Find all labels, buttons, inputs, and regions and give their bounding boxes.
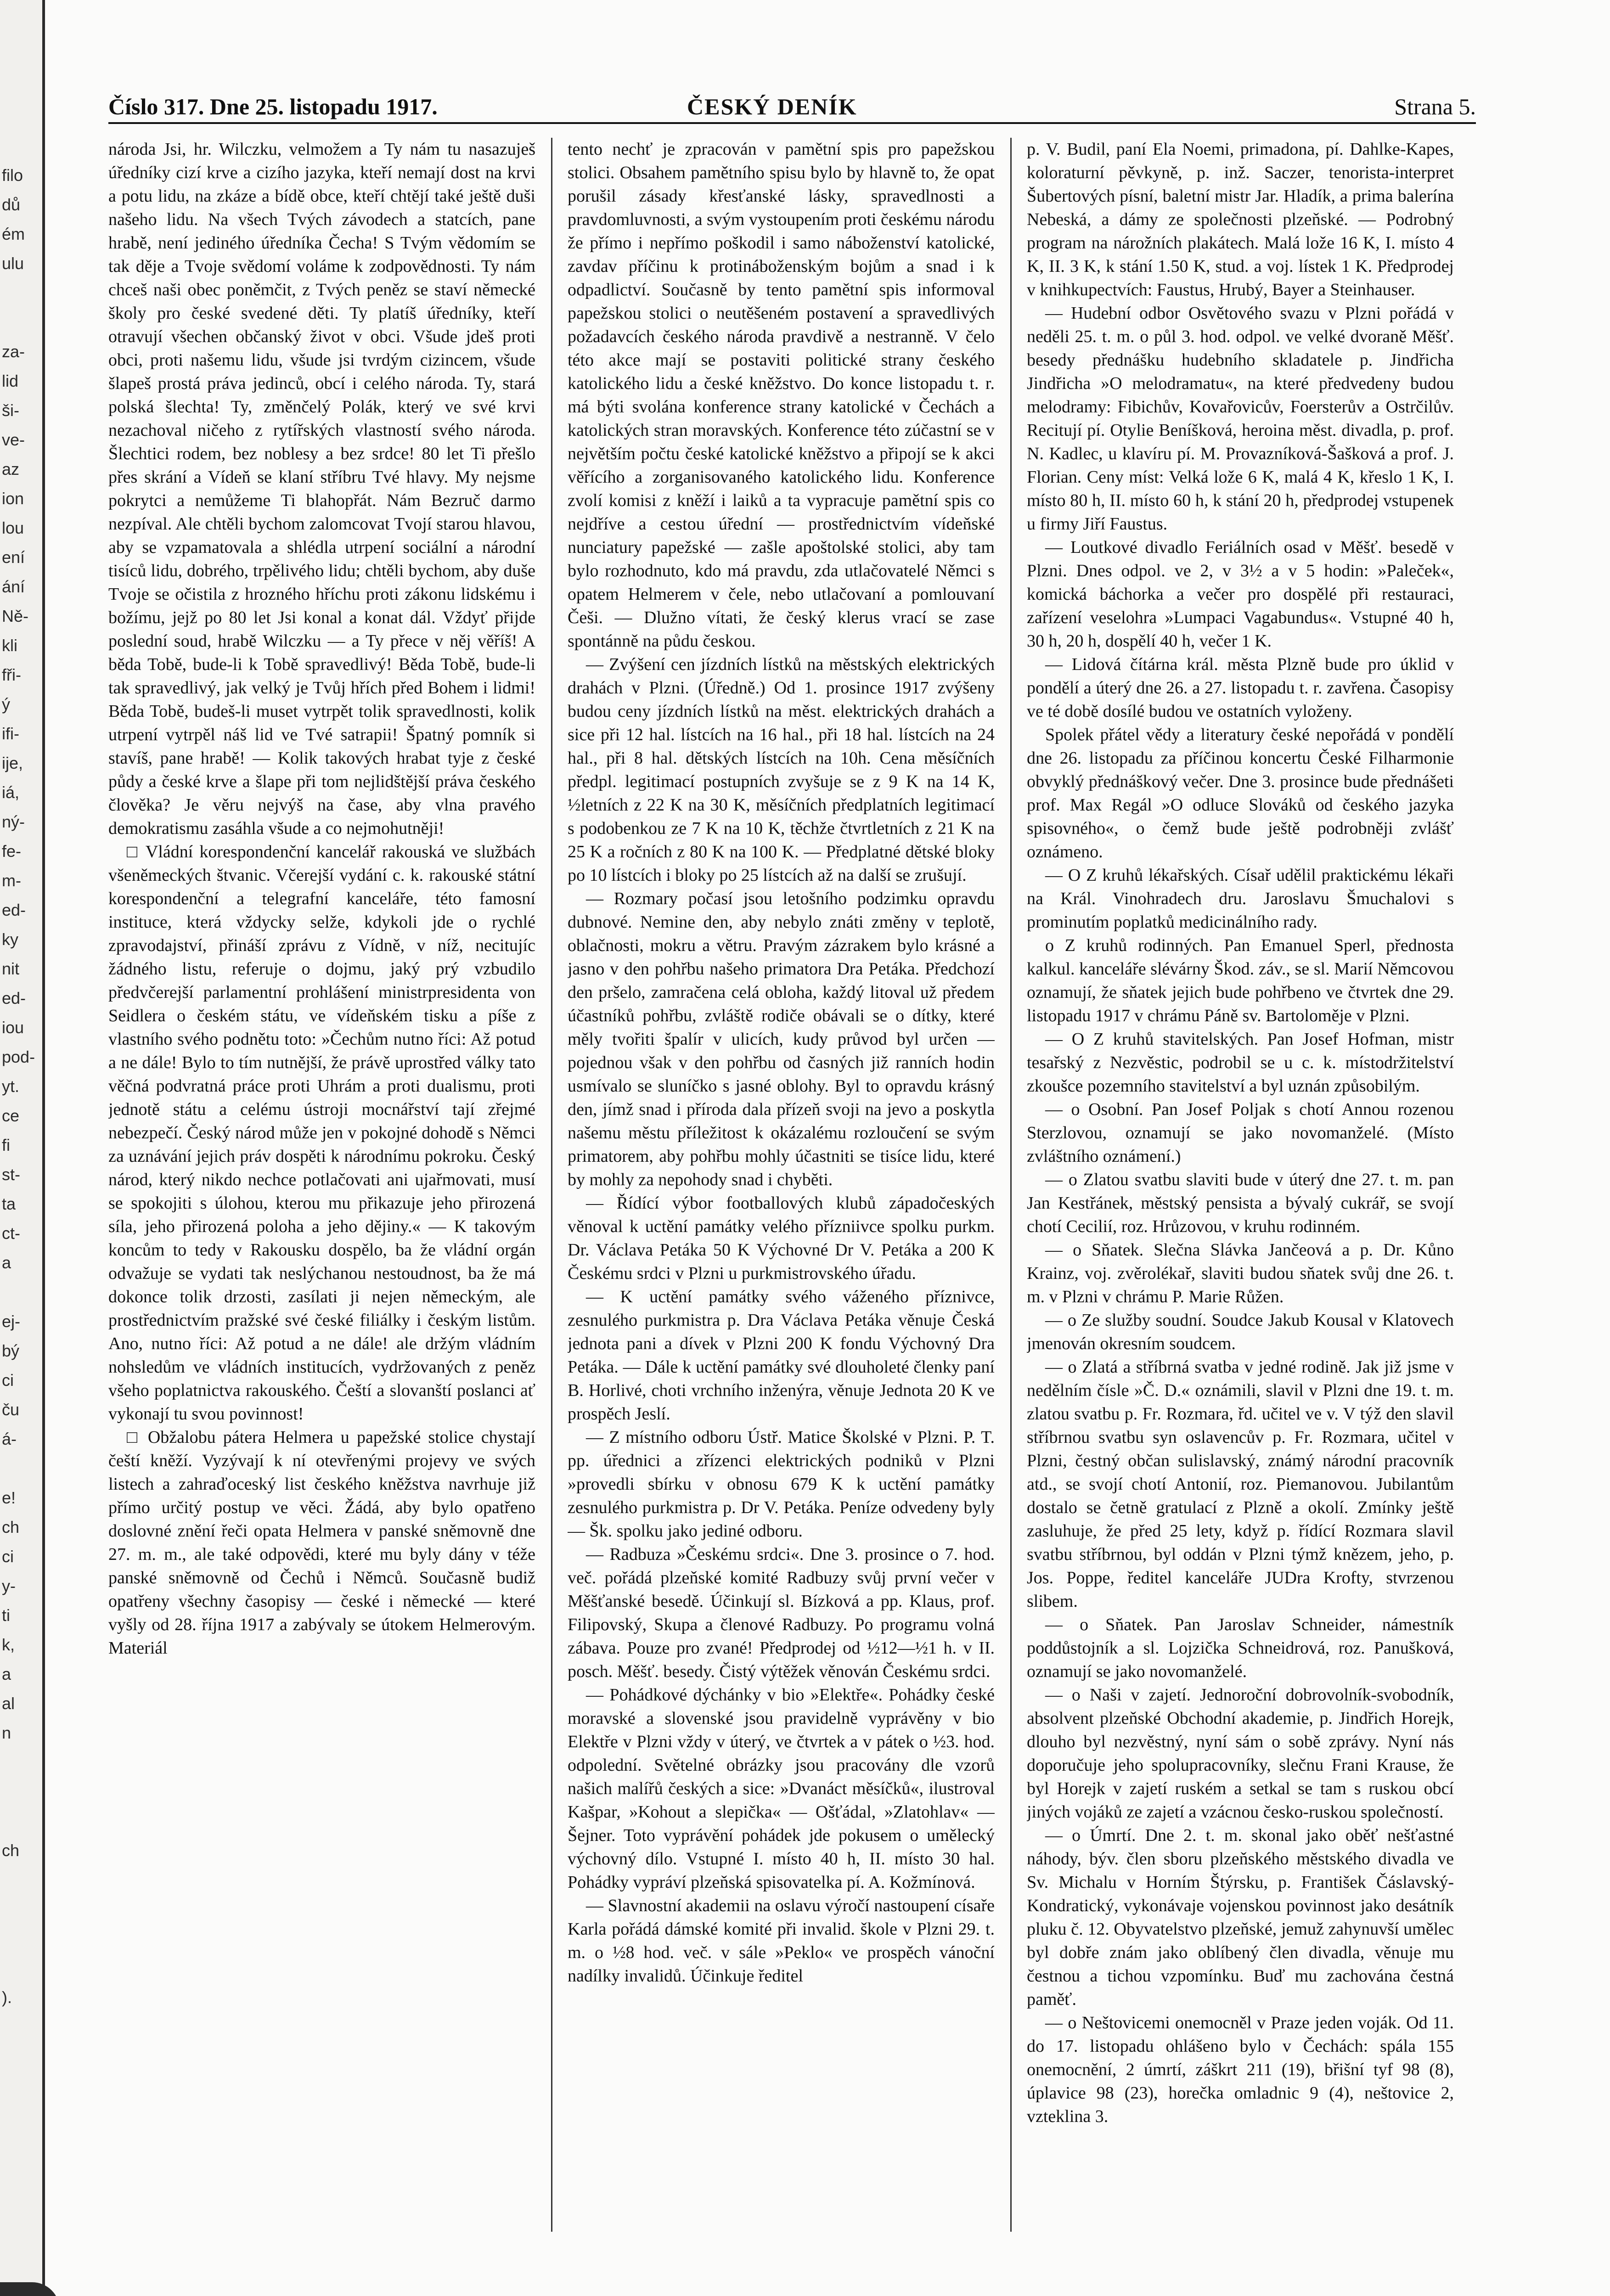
news-item: — o Ze služby soudní. Soudce Jakub Kousal v Klatovech jmenován okresním soudcem. (1027, 1311, 1454, 1353)
scan-corner-mark (0, 2282, 60, 2296)
edge-fragment: n (2, 1723, 11, 1742)
edge-fragment: iá, (2, 783, 20, 802)
edge-fragment: yt. (2, 1077, 20, 1096)
news-item: — K uctění památky svého váženého příznivce, zesnulého purkmistra p. Dra Václava Petáka věnuje Česká jednota pani a dívek v Plzni 200 K fondu Výchovný Dra Petáka. — Dále k uctění památky své dlouholeté členky paní B. Horlivé, choti vrchního inženýra, věnuje Jednota 20 K ve prospěch Jeslí. (568, 1287, 995, 1424)
continued-paragraph: p. V. Budil, paní Ela Noemi, primadona, pí. Dahlke-Kapes, koloraturní pěvkyně, p. inž. Saczer, tenorista-interpret Šubertových písní, baletní mistr Jar. Hladík, a prima balerína Nebeská, a dámy ze společnosti plzeňské. — Podrobný program na nárožních plakátech. Malá lože 16 K, I. místo 4 K, II. 3 K, k stání 1.50 K, stud. a voj. lístek 1 K. Předprodej v knihkupectvích: Faustus, Hrubý, Bayer a Steinhauser. (1027, 140, 1454, 299)
news-item: — Řídící výbor footballových klubů západočeských věnoval k uctění památky velého přízniivce spolku purkm. Dr. Václava Petáka 50 K Výchovné Dr V. Petáka a 200 K Českému srdci v Plzni u purkmistrovského úřadu. (568, 1193, 995, 1283)
page-number: Strana 5. (1394, 94, 1476, 119)
edge-fragment: st- (2, 1165, 20, 1184)
edge-fragment: pod- (2, 1047, 35, 1066)
edge-fragment: kli (2, 636, 17, 655)
edge-fragment: ení (2, 548, 25, 567)
edge-fragment: ti (2, 1606, 10, 1625)
edge-fragment: e! (2, 1488, 16, 1507)
edge-fragment: a (2, 1665, 11, 1683)
edge-fragment: ion (2, 489, 24, 508)
edge-fragment: k, (2, 1635, 15, 1654)
news-item: — Zvýšení cen jízdních lístků na městských elektrických drahách v Plzni. (Úředně.) Od 1. prosince 1917 zvýšeny budou ceny jízdních lístků na měst. elektrických drahách a sice při 12 hal. lístcích na 16 hal., při 18 hal. lístcích na 24 hal., při 8 hal. dětských lístcích na 10h. Cena měsíčních předpl. legitimací postupních zvyšuje se z 9 K na 14 K, ½letních z 22 K na 30 K, měsíčních předplatních legitimací s podobenkou ze 7 K na 10 K, těchže čtvrtletních z 21 K na 25 K a ročních z 80 K na 100 K. — Předplatné dětské bloky po 10 lístcích i bloky po 25 lístcích až na další se zrušují. (568, 655, 995, 885)
text-column-1 (108, 138, 535, 2232)
news-item: — o Osobní. Pan Josef Poljak s chotí Annou rozenou Sterzlovou, oznamují se jako novomanželé. (Místo zvláštního oznámení.) (1027, 1100, 1454, 1166)
news-item: — Loutkové divadlo Feriálních osad v Měšť. besedě v Plzni. Dnes odpol. ve 2, v 3½ a v 5 hodin: »Paleček«, komická báchorka a večer pro dospělé při restauraci, zařízení veselohra »Lumpaci Vagabundus«. Vstupné 40 h, 30 h, 20 h, dospělí 40 h, večer 1 K. (1027, 538, 1454, 651)
news-item: — Rozmary počasí jsou letošního podzimku opravdu dubnové. Nemine den, aby nebylo znáti změny v teplotě, oblačnosti, mokru a větru. Pravým zázrakem bylo krásné a jasno v den pohřbu našeho primatora Dra Petáka. Předchozí den pršelo, zamračena celá obloha, každý litoval už předem účastníků pohřbu, zvláště rodiče obávali se o dítky, které měly tvořiti špalír v ulicích, kudy průvod byl určen — pojednou však v den pohřbu od časných již ranních hodin usmívalo se sluníčko s jasné oblohy. Byl to opravdu krásný den, jímž snad i příroda dala přízeň svoji na jevo a poskytla našemu městu příležitost k okázalému rozloučení se svým primatorem, aby pohřbu mohly účastniti se tisíce lidu, které by mohly za nepohody snad i chyběti. (568, 889, 995, 1189)
column-divider-1 (551, 138, 552, 2232)
continued-paragraph: tento nechť je zpracován v pamětní spis pro papežskou stolici. Obsahem pamětního spisu bylo by hlavně to, že opat porušil zásady křesťanské lásky, spravedlnosti a pravdomluvnosti, a svým vystoupením proti českému národu že přímo i nepřímo poškodil i samo náboženství katolické, zavdav příčinu k protináboženským bojům a snad i k odpadlictví. Současně by tento pamětní spis informoval papežskou stolici o neutěšeném postavení a spravedlivých požadavcích českého národa pravdivě a nestranně. V čelo této akce mají se postaviti politické strany českého katolického lidu a české kněžstvo. Do konce listopadu t. r. má býti svolána konference strany katolické v Čechách a katolických stran moravských. Konference této zúčastní se v největším počtu české katolické kněžstvo a připojí se k akci věřícího a zorganisovaného katolického lidu. Konference zvolí komisi z kněží i laiků a ta vypracuje pamětní spis co nejdříve a cestou úřední — prostřednictvím vídeňské nunciatury papežské — zašle apoštolské stolici, aby tam bylo rozhodnuto, kdo má pravdu, zda utlačovatelé Němci s opatem Helmerem v čele, nebo utlačovaní a pomlouvaní Češi. — Dlužno vítati, že český klerus vrací se zase spontánně na půdu českou. (568, 140, 995, 651)
edge-fragment: fe- (2, 842, 22, 861)
edge-fragment: ifi- (2, 724, 19, 743)
edge-fragment: fi (2, 1136, 10, 1154)
edge-fragment: ém (2, 225, 25, 243)
edge-fragment: nit (2, 959, 20, 978)
news-item: — o Sňatek. Pan Jaroslav Schneider, námestník poddůstojník a sl. Lojzička Schneidrová, roz. Panušková, oznamují se jako novomanželé. (1027, 1615, 1454, 1681)
news-item: — O Z kruhů lékařských. Císař udělil praktickému lékaři na Král. Vinohradech dru. Jaroslavu Šmuchalovi s prominutím poplatků medicinálního rady. (1027, 866, 1454, 932)
edge-fragment: ce (2, 1106, 20, 1125)
news-item: □ Vládní korespondenční kancelář rakouská ve službách všeněmeckých štvanic. Včerejší vydání c. k. rakouské státní korespondenční a telegrafní kanceláře, této famosní instituce, která vždycky selže, kdykoli jde o rychlé zpravodajství, přináší zprávu z Vídně, v níž, necitujíc žádného listu, referuje o dojmu, jaký prý vzbudilo předvčerejší parlamentní prohlášení ministrpresidenta von Seidlera o českém státu, ve vídeňském tisku a píše z vlastního svého podnětu toto: »Čechům nutno říci: Až potud a ne dále! Bylo to tím nutnější, že právě uprostřed války tato věčná podvratná práce proti Uhrám a proti dualismu, proti jednotě státu a celému ústroji mocnářství tají zřejmé nebezpečí. Český národ může jen v pokojné dohodě s Němci za uznávání jejich práv dospěti k národnímu pokroku. Český národ, který nikdo nechce potlačovati ani ujařmovati, musí se spokojiti s úlohou, kterou mu přikazuje jeho přirozená síla, jeho přirozená poloha a jeho dějiny.« — K takovým koncům to tedy v Rakousku dospělo, ba že vládní orgán odvažuje se vydati tak neslýchanou nestoudnost, ba že má dokonce tolik drzosti, zasílati ji nejen německým, ale prostřednictvím pražské své české filiálky i českým listům. Ano, nutno říci: Až potud a ne dále! ale držým vládním nohsledům ve vládních institucích, vydržovaných z peněz všeho poplatnictva rakouského. Čeští a slovanští poslanci ať vykonají tu svou povinnost! (108, 842, 535, 1424)
running-head (108, 92, 1476, 121)
edge-fragment: ky (2, 930, 18, 949)
edge-fragment: Ně- (2, 607, 29, 625)
edge-fragment: ný- (2, 812, 25, 831)
edge-fragment: ed- (2, 900, 26, 919)
edge-fragment: ci (2, 1371, 14, 1390)
edge-fragment: ci (2, 1547, 14, 1566)
edge-fragment: ve- (2, 430, 25, 449)
edge-fragment: ch (2, 1518, 20, 1536)
news-item: — Z místního odboru Ústř. Matice Školské v Plzni. P. T. pp. úřednici a zřízenci elektrických podniků v Plzni »provedli sbírku v obnosu 679 K k uctění památky zesnulého purkmistra p. Dr V. Petáka. Peníze odvedeny byly — Šk. spolku jako jediné odboru. (568, 1428, 995, 1541)
edge-fragment: iou (2, 1018, 24, 1037)
edge-fragment: m- (2, 871, 21, 890)
text-column-2 (568, 138, 995, 2232)
edge-fragment: ej- (2, 1312, 21, 1331)
edge-fragment: al (2, 1694, 15, 1713)
issue-and-date: Číslo 317. Dne 25. listopadu 1917. (108, 94, 438, 119)
news-item: — o Zlatou svatbu slaviti bude v úterý dne 27. t. m. pan Jan Kestřánek, městský pensista a bývalý cukrář, se svojí chotí Cecilií, roz. Hrůzovou, v kruhu rodinném. (1027, 1170, 1454, 1236)
news-item: — o Úmrtí. Dne 2. t. m. skonal jako oběť nešťastné náhody, býv. člen sboru plzeňského městského divadla ve Sv. Michalu v Horním Štýrsku, p. František Čáslavský-Kondratický, vykonávaje vojenskou povinnost jako desátník pluku č. 12. Obyvatelstvo plzeňské, jemuž zahynuvší umělec byl dobře znám jako oblíbený člen divadla, věnuje mu čestnou a tichou vzpomínku. Buď mu zachována čestná paměť. (1027, 1826, 1454, 2009)
news-item: — Radbuza »Českému srdci«. Dne 3. prosince o 7. hod. več. pořádá plzeňské komité Radbuzy svůj první večer v Měšťanské besedě. Účinkují sl. Bízková a pp. Klaus, prof. Filipovský, Skupa a členové Radbuzy. Po programu volná zábava. Pouze pro zvané! Předprodej od ½12—½1 h. v II. posch. Měšť. besedy. Čistý výtěžek věnován Českému srdci. (568, 1545, 995, 1681)
edge-fragment: lou (2, 518, 24, 537)
edge-fragment: filo (2, 166, 23, 185)
edge-fragment: dů (2, 195, 21, 214)
header-rule (108, 122, 1476, 124)
news-item: — o Naši v zajetí. Jednoroční dobrovolník-svobodník, absolvent plzeňské Obchodní akademie, p. Jindřich Horejk, dlouho byl nezvěstný, nyní sám o sobě zprávy. Nyní nás doporučuje jeho spolupracovníky, slečnu Frani Krause, že byl Horejk v zajetí ruském a setkal se tam s ruskou obcí jiných vojáků ze zajetí a vzácnou česko-ruskou společností. (1027, 1685, 1454, 1822)
newspaper-page (108, 92, 1476, 2250)
previous-page-edge (0, 0, 45, 2296)
edge-fragment: ed- (2, 989, 26, 1007)
edge-fragment: y- (2, 1576, 16, 1595)
edge-fragment: bý (2, 1341, 20, 1360)
masthead-title: ČESKÝ DENÍK (687, 94, 857, 119)
news-item: o Z kruhů rodinných. Pan Emanuel Sperl, přednosta kalkul. kanceláře slévárny Škod. záv., se sl. Marií Němcovou oznamují, že sňatek jejich bude pohřbeno ve čtvrtek dne 29. listopadu 1917 v chrámu Páně sv. Bartoloměje v Plzni. (1027, 936, 1454, 1025)
edge-fragment: ct- (2, 1224, 20, 1243)
text-column-3 (1027, 138, 1454, 2232)
news-item: — o Sňatek. Slečna Slávka Jančeová a p. Dr. Kůno Krainz, voj. zvěrolékař, slaviti budou sňatek svůj dne 26. t. m. v Plzni v chrámu P. Marie Růžen. (1027, 1240, 1454, 1306)
continued-paragraph: národa Jsi, hr. Wilczku, velmožem a Ty nám tu nasazuješ úředníky cizí krve a cizího jazyka, kteří nemají dost na krvi a potu lidu, na zkáze a bídě obce, kteří chtějí také ještě duši našeho lidu. Na všech Tvých závodech a statcích, pane hrabě, není jediného úředníka Čecha! S Tvým vědomím se tak děje a Tvoje svědomí voláme k zodpovědnosti. Ty nám chceš naši obec poněmčit, z Tvých peněz se staví německé školy pro české svedené děti. Ty platíš úředníky, kteří otravují všechen občanský život v obci. Všude jdeš proti obci, proti našemu lidu, všude jsi tvrdým cizincem, všude šlapeš prostá práva jedinců, obcí i celého národa. Ty, stará polská šlechta! Ty, změnčelý Polák, který ve své krvi nezachoval ničeho z rytířských vlastností svého národa. Šlechtici rodem, bez noblesy a bez srdce! 80 let Ti přešlo přes skrání a Vídeň se klaní stříbru Tvé hlavy. My nejsme pokrytci a nemůžeme Ti blahopřát. Nám Bezruč darmo nezpíval. Ale chtěli bychom zalomcovat Tvojí starou hlavou, aby se vzpamatovala a shlédla utrpení sociální a národní tisíců lidu, dobrého, trpělivého lidu; chtěli bychom, aby duše Tvoje se očistila z hrozného hříchu proti zákonu lidskému i božímu, jejž po 80 let Jsi konal a konat dál. Vždyť přijde poslední soud, hrabě Wilczku — a Ty přece v něj věříš! A běda Tobě, bude-li k Tobě spravedlivý! Běda Tobě, bude-li tak spravedlivý, jak velký je Tvůj hřích před Bohem i lidmi! Běda Tobě, budeš-li muset vytrpět tolik spravedlnosti, kolik utrpení vytrpěl náš lid ve Tvé satrapii! Špatný pomník si stavíš, pane hrabě! — Kolik takových hrabat tyje z české půdy a české krve a šlape při tom nejlidštější práva českého člověka? Je věru nejvýš na čase, aby vlna pravého demokratismu zasáhla všude a co nejmohutněji! (108, 140, 535, 838)
news-item: — Lidová čítárna král. města Plzně bude pro úklid v pondělí a úterý dne 26. a 27. listopadu t. r. zavřena. Časopisy ve té době dosílé budou ve ostatních vyloženy. (1027, 655, 1454, 721)
edge-fragment: ije, (2, 754, 23, 772)
edge-fragment: ulu (2, 254, 24, 273)
news-item: — Pohádkové dýchánky v bio »Elektře«. Pohádky české moravské a slovenské jsou pravidelně vyprávěny v bio Elektře v Plzni vždy v úterý, ve čtvrtek a v pátek o ½3. hod. odpolední. Světelné obrázky jsou pracovány dle vzorů našich malířů českých a sice: »Dvanáct měsíčků«, ilustroval Kašpar, »Kohout a slepička« — Ošťádal, »Zlatohlav« — Šejner. Toto vyprávění pohádek jde pokusem o umělecký výchovný dílo. Vstupné I. místo 40 h, II. místo 30 hal. Pohádky vypráví plzeňská spisovatelka pí. A. Kožmínová. (568, 1685, 995, 1892)
news-item: — o Zlatá a stříbrná svatba v jedné rodině. Jak již jsme v nedělním čísle »Č. D.« oznámili, slavil v Plzni dne 19. t. m. zlatou svatbu p. Fr. Rozmara, řd. učitel ve v. V týž den slavil stříbrnou svatbu syn oslavencův p. Fr. Rozmara, učitel v Plzni, čestný občan sulislavský, známý národní pracovník atd., se svojí chotí Antonií, roz. Piemanovou. Jubilantům dostalo se četně gratulací z Plzně a okolí. Zmínky ještě zasluhuje, že před 25 lety, když p. řídící Rozmara slavil svatbu stříbrnou, byl oddán v Plzni týmž knězem, jeho, p. Jos. Poppe, ředitel kanceláře JUDra Krofty, stvrzenou slibem. (1027, 1357, 1454, 1611)
edge-fragment: az (2, 460, 20, 478)
edge-fragment: ch (2, 1841, 20, 1860)
edge-fragment: ta (2, 1194, 16, 1213)
news-item: Spolek přátel vědy a literatury české nepořádá v pondělí dne 26. listopadu za příčinou koncertu České Filharmonie obvyklý přednáškový večer. Dne 3. prosince bude přednášeti prof. Max Regál »O odluce Slováků od českého jazyka spisovného«, o čemž bude ještě podrobněji zvlášť oznámeno. (1027, 725, 1454, 861)
edge-fragment: á- (2, 1429, 17, 1448)
news-item: — Slavnostní akademii na oslavu výročí nastoupení císaře Karla pořádá dámské komité při invalid. škole v Plzni 29. t. m. o ½8 hod. več. v sále »Peklo« ve prospěch vánoční nadílky invalidů. Účinkuje ředitel (568, 1896, 995, 1986)
news-item: □ Obžalobu pátera Helmera u papežské stolice chystají čeští kněží. Vyzývají k ní otevřenými projevy ve svých listech a zahraďoceský list českého kněžstva navrhuje již přímo určitý postup ve věci. Žádá, aby bylo opatřeno doslovné znění řeči opata Helmera v panské sněmovně dne 27. m. m., ale také odpovědi, které mu byly dány v téže panské sněmovně od Čechů i Němců. Současně budiž opatřeny všechny časopisy — české i německé — které vyšly od 28. října 1917 a zabývaly se útokem Helmerovým. Materiál (108, 1428, 535, 1658)
edge-fragment: ču (2, 1400, 20, 1419)
column-divider-2 (1010, 138, 1012, 2232)
edge-fragment: ). (2, 1988, 12, 2007)
edge-fragment: fři- (2, 665, 21, 684)
news-item: — o Neštovicemi onemocněl v Praze jeden voják. Od 11. do 17. listopadu ohlášeno bylo v Čechách: spála 155 onemocnění, 2 úmrtí, záškrt 211 (19), břišní tyf 98 (8), úplavice 98 (23), horečka omladnic 9 (4), neštovice 2, vzteklina 3. (1027, 2013, 1454, 2126)
news-item: — Hudební odbor Osvětového svazu v Plzni pořádá v neděli 25. t. m. o půl 3. hod. odpol. ve velké dvoraně Měšť. besedy přednášku hudebního skladatele p. Jindřicha Jindřicha »O melodramatu«, na které předvedeny budou melodramy: Fibichův, Kovařovicův, Foersterův a Ostrčilův. Recitují pí. Otylie Beníšková, heroina měst. divadla, p. prof. N. Kadlec, u klavíru pí. M. Provazníková-Šašková a prof. J. Florian. Ceny míst: Velká lože 6 K, malá 4 K, křeslo 1 K, I. místo 80 h, II. místo 60 h, k stání 20 h, předprodej vstupenek u firmy Jiří Faustus. (1027, 304, 1454, 534)
edge-fragment: ání (2, 577, 25, 596)
edge-fragment: lid (2, 371, 19, 390)
news-item: — O Z kruhů stavitelských. Pan Josef Hofman, mistr tesařský z Nezvěstic, podrobil se u c. k. místodržitelství zkoušce pozemního stavitelství a byl uznán způsobilým. (1027, 1030, 1454, 1096)
edge-fragment: a (2, 1253, 11, 1272)
edge-fragment: za- (2, 342, 25, 361)
edge-fragment: ý (2, 695, 10, 714)
edge-fragment: ši- (2, 401, 19, 420)
